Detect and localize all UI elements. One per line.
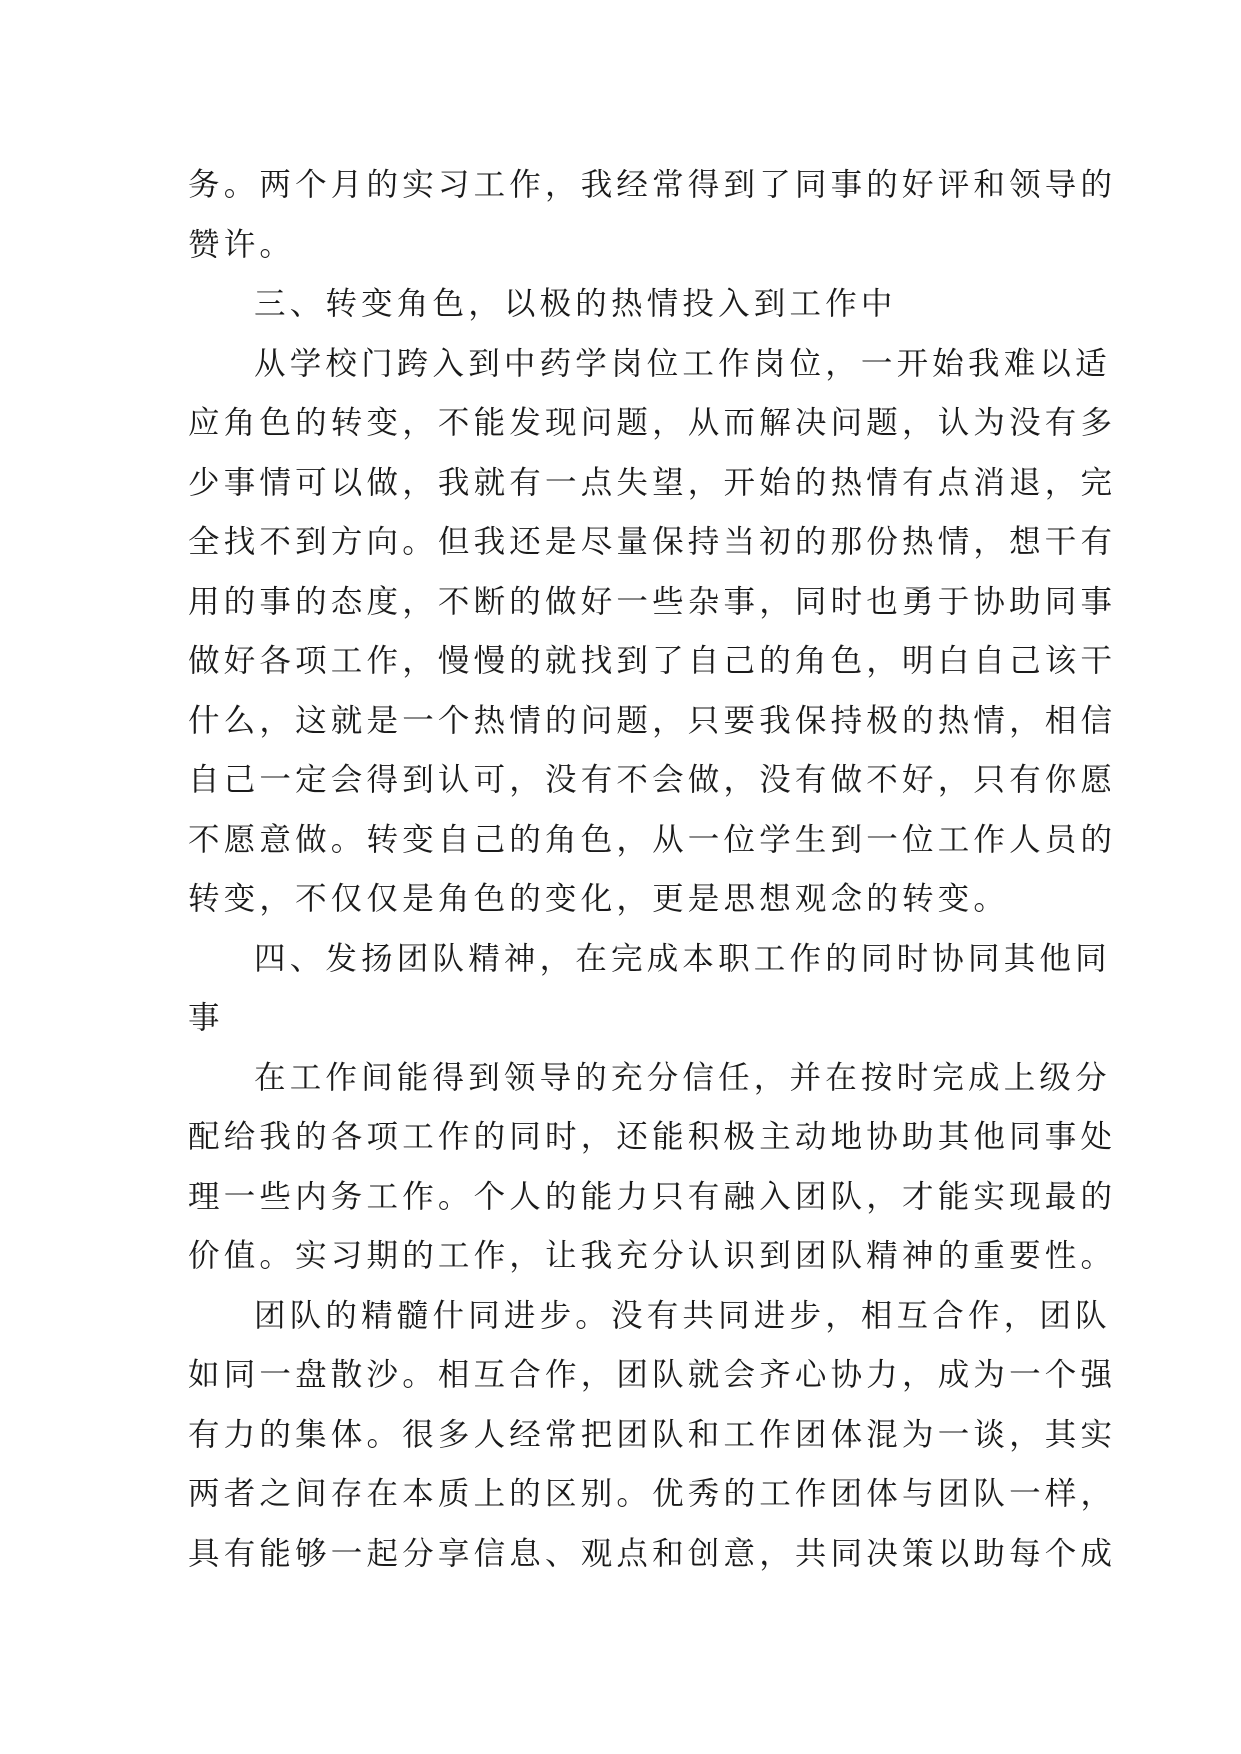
text-line: 如同一盘散沙。相互合作，团队就会齐心协力，成为一个强 xyxy=(188,1357,1117,1393)
text-line: 全找不到方向。但我还是尽量保持当初的那份热情，想干有 xyxy=(188,524,1117,560)
text-line: 赞许。 xyxy=(188,226,296,263)
text-line: 价值。实习期的工作，让我充分认识到团队精神的重要性。 xyxy=(188,1238,1117,1274)
text-line: 具有能够一起分享信息、观点和创意，共同决策以助每个成 xyxy=(188,1535,1117,1572)
text-line: 两者之间存在本质上的区别。优秀的工作团体与团队一样， xyxy=(188,1476,1117,1512)
text-line: 什么，这就是一个热情的问题，只要我保持极的热情，相信 xyxy=(188,702,1117,739)
text-line: 配给我的各项工作的同时，还能积极主动地协助其他同事处 xyxy=(188,1119,1117,1155)
text-line: 不愿意做。转变自己的角色，从一位学生到一位工作人员的 xyxy=(188,821,1117,858)
paragraph-first-line: 团队的精髓什同进步。没有共同进步，相互合作，团队 xyxy=(254,1297,1111,1334)
text-line: 有力的集体。很多人经常把团队和工作团体混为一谈，其实 xyxy=(188,1416,1117,1453)
paragraph-first-line: 在工作间能得到领导的充分信任，并在按时完成上级分 xyxy=(254,1059,1111,1096)
text-line: 应角色的转变，不能发现问题，从而解决问题，认为没有多 xyxy=(188,405,1117,441)
paragraph-first-line: 三、转变角色，以极的热情投入到工作中 xyxy=(254,286,897,322)
document-body xyxy=(188,156,1117,1584)
text-line: 少事情可以做，我就有一点失望，开始的热情有点消退，完 xyxy=(188,464,1117,501)
paragraph-first-line: 四、发扬团队精神，在完成本职工作的同时协同其他同 xyxy=(254,940,1111,977)
paragraph-first-line: 从学校门跨入到中药学岗位工作岗位，一开始我难以适 xyxy=(254,345,1111,382)
text-line: 转变，不仅仅是角色的变化，更是思想观念的转变。 xyxy=(188,881,1010,917)
text-line: 做好各项工作，慢慢的就找到了自己的角色，明白自己该干 xyxy=(188,643,1117,679)
text-line: 事 xyxy=(188,1000,224,1036)
text-line: 理一些内务工作。个人的能力只有融入团队，才能实现最的 xyxy=(188,1178,1117,1215)
text-line: 用的事的态度，不断的做好一些杂事，同时也勇于协助同事 xyxy=(188,583,1117,620)
text-line: 自己一定会得到认可，没有不会做，没有做不好，只有你愿 xyxy=(188,762,1117,798)
text-line: 务。两个月的实习工作，我经常得到了同事的好评和领导的 xyxy=(188,167,1117,203)
